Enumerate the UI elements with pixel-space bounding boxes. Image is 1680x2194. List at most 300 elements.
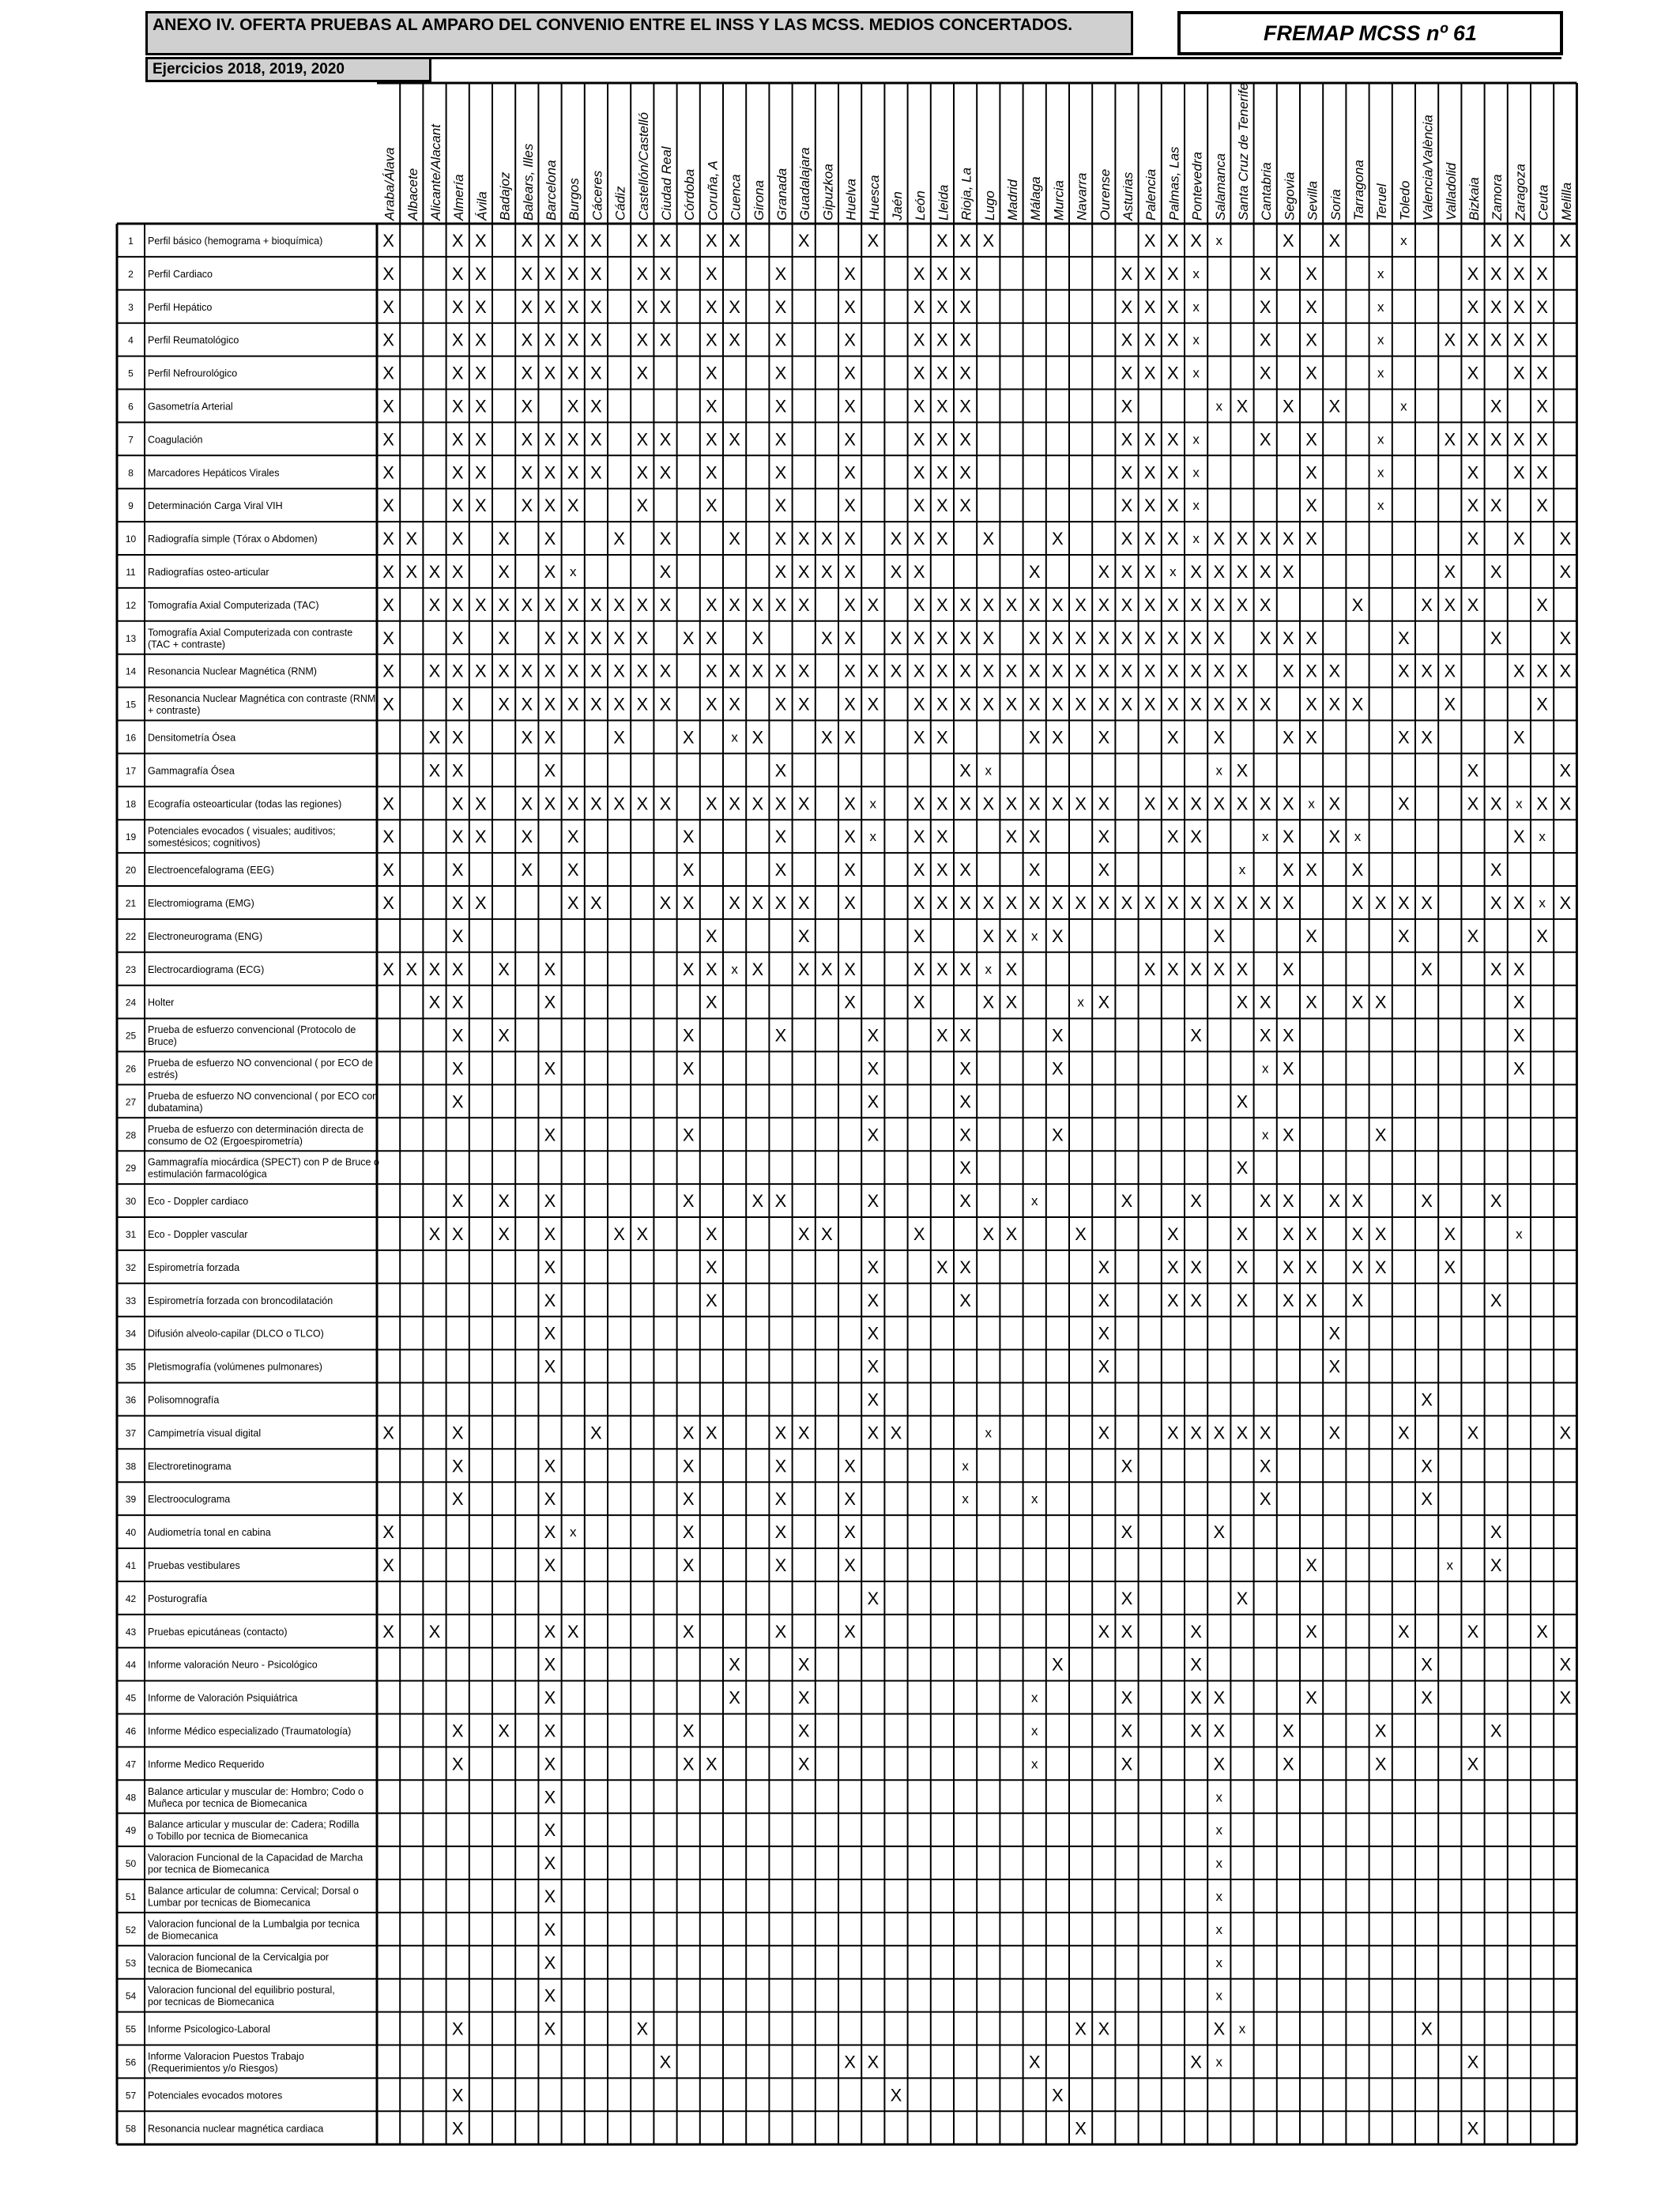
cell-mark: X [936,429,948,450]
cell-mark: X [1167,296,1179,317]
test-name: Electroretinograma [148,1461,232,1472]
cell-mark: X [1559,1423,1572,1443]
test-name: Prueba de esfuerzo NO convencional ( por ECO con dubatamina) [148,1090,379,1114]
cell-mark: X [913,561,925,582]
cell-mark: X [590,1423,602,1443]
cell-mark: x [1516,796,1523,812]
cell-mark: X [936,496,948,516]
cell-mark: X [521,661,533,681]
cell-mark: X [636,694,649,714]
cell-mark: X [1467,263,1479,284]
cell-mark: X [1098,1621,1110,1642]
test-number: 9 [128,500,134,512]
cell-mark: X [774,330,787,350]
cell-mark: X [521,429,533,450]
cell-mark: X [1121,1191,1133,1212]
cell-mark: X [521,727,533,748]
cell-mark: X [706,230,718,251]
test-number: 20 [125,865,137,876]
cell-mark: X [913,827,925,847]
cell-mark: X [1143,230,1156,251]
cell-mark: X [451,263,464,284]
cell-mark: X [475,661,487,681]
cell-mark: x [1192,432,1200,447]
cell-mark: X [682,727,695,748]
cell-mark: X [913,727,925,748]
cell-mark: X [567,892,579,913]
cell-mark: X [1283,230,1294,251]
province-header: Asturias [1121,172,1136,221]
cell-mark: X [1351,992,1364,1012]
cell-mark: X [1213,925,1226,946]
cell-mark: X [1513,330,1525,350]
cell-mark: X [682,1522,695,1543]
cell-mark: X [682,1191,695,1212]
cell-mark: X [544,263,556,284]
cell-mark: X [1259,429,1271,450]
cell-mark: X [1143,296,1156,317]
cell-mark: X [959,263,971,284]
test-name: Informe Médico especializado (Traumatología) [148,1725,352,1737]
test-number: 42 [125,1593,137,1604]
cell-mark: X [1052,1058,1064,1079]
cell-mark: X [706,496,718,516]
test-number: 38 [125,1461,137,1472]
test-name: Audiometría tonal en cabina [148,1527,271,1539]
cell-mark: X [521,363,533,383]
cell-mark: x [569,1525,577,1540]
cell-mark: X [1190,2052,1202,2072]
cell-mark: X [1283,1125,1294,1145]
cell-mark: X [382,827,394,847]
cell-mark: X [890,628,902,648]
test-name: Resonancia nuclear magnética cardiaca [148,2123,324,2135]
cell-mark: x [1215,1823,1223,1838]
cell-mark: X [706,396,718,417]
cell-mark: X [936,462,948,483]
cell-mark: X [544,628,556,648]
cell-mark: X [1121,1621,1133,1642]
test-number: 43 [125,1626,137,1638]
province-header: Palmas, Las [1166,146,1182,221]
cell-mark: X [451,827,464,847]
cell-mark: X [844,1555,856,1575]
cell-mark: X [1236,794,1249,814]
cell-mark: X [1328,661,1341,681]
cell-mark: X [844,561,856,582]
province-header: Rioja, La [959,167,974,221]
cell-mark: X [382,230,394,251]
test-number: 11 [126,566,136,578]
cell-mark: X [382,1423,394,1443]
cell-mark: X [1490,959,1502,979]
cell-mark: x [1030,1690,1038,1706]
cell-mark: X [382,263,394,284]
cell-mark: X [451,1191,464,1212]
cell-mark: X [1213,594,1226,615]
province-header: Pontevedra [1189,152,1205,221]
cell-mark: X [1236,1588,1249,1608]
cell-mark: X [1005,694,1018,714]
cell-mark: X [1190,594,1202,615]
cell-mark: X [1444,1257,1456,1277]
cell-mark: X [1513,892,1525,913]
cell-mark: X [1467,1621,1479,1642]
cell-mark: X [613,794,625,814]
cell-mark: X [682,1489,695,1510]
cell-mark: X [913,794,925,814]
cell-mark: X [451,1091,464,1112]
cell-mark: X [475,429,487,450]
cell-mark: X [1052,1125,1064,1145]
cell-mark: X [1075,661,1087,681]
test-name: Prueba de esfuerzo con determinación directa de consumo de O2 (Ergoespirometría) [148,1123,364,1147]
cell-mark: X [1351,892,1364,913]
cell-mark: X [1374,1223,1387,1244]
cell-mark: X [428,727,441,748]
province-header: Segovia [1282,172,1298,221]
cell-mark: X [382,429,394,450]
test-name: Perfil Cardiaco [148,268,213,280]
cell-mark: x [1215,1955,1223,1970]
test-name: Balance articular y muscular de: Cadera; Rodilla o Tobillo por tecnica de Biomecanica [148,1819,360,1842]
test-number: 23 [125,963,137,975]
cell-mark: x [1238,2021,1246,2037]
test-number: 5 [128,368,134,379]
cell-mark: X [1283,1025,1294,1046]
test-name: Tomografía Axial Computerizada (TAC) [148,599,319,611]
cell-mark: X [475,794,487,814]
cell-mark: X [1213,2019,1226,2039]
province-header: Huesca [866,175,882,221]
cell-mark: x [1377,299,1384,315]
cell-mark: X [590,794,602,814]
cell-mark: X [913,594,925,615]
cell-mark: X [1444,594,1456,615]
cell-mark: X [1259,992,1271,1012]
test-number: 56 [125,2056,137,2068]
cell-mark: X [1351,860,1364,880]
cell-mark: X [636,429,649,450]
test-name: Electrocardiograma (ECG) [148,963,265,975]
cell-mark: x [1539,895,1546,910]
cell-mark: X [1167,429,1179,450]
cell-mark: X [706,661,718,681]
cell-mark: X [1283,727,1294,748]
cell-mark: X [451,396,464,417]
cell-mark: X [1098,1257,1110,1277]
cell-mark: X [1398,661,1410,681]
cell-mark: X [729,694,740,714]
cell-mark: X [959,230,971,251]
cell-mark: x [1400,232,1407,248]
cell-mark: x [985,763,993,778]
cell-mark: X [1167,230,1179,251]
cell-mark: X [844,860,856,880]
cell-mark: X [936,263,948,284]
cell-mark: X [1236,1223,1249,1244]
cell-mark: X [913,694,925,714]
cell-mark: X [451,2019,464,2039]
cell-mark: X [1305,429,1317,450]
cell-mark: X [659,330,672,350]
test-number: 32 [125,1261,137,1273]
cell-mark: X [682,628,695,648]
cell-mark: X [774,794,787,814]
cell-mark: X [844,462,856,483]
province-header: Lugo [981,190,997,221]
cell-mark: X [774,263,787,284]
cell-mark: X [729,594,740,615]
cell-mark: X [1536,794,1548,814]
cell-mark: X [706,1223,718,1244]
test-name: Difusión alveolo-capilar (DLCO o TLCO) [148,1328,324,1340]
cell-mark: X [567,429,579,450]
cell-mark: X [1467,330,1479,350]
test-name: Radiografía simple (Tórax o Abdomen) [148,533,318,545]
cell-mark: X [1075,694,1087,714]
cell-mark: X [1283,529,1294,549]
cell-mark: X [1421,1489,1433,1510]
cell-mark: X [659,892,672,913]
cell-mark: X [1467,529,1479,549]
cell-mark: X [1305,1223,1317,1244]
cell-mark: X [1374,992,1387,1012]
cell-mark: x [1377,465,1384,481]
cell-mark: X [1190,1423,1202,1443]
province-header: Lleida [936,184,951,221]
cell-mark: X [936,1257,948,1277]
cell-mark: X [1513,827,1525,847]
cell-mark: X [729,794,740,814]
province-header: Ávila [474,191,490,221]
province-header: Valencia/València [1420,115,1436,221]
cell-mark: X [382,628,394,648]
cell-mark: X [1444,1223,1456,1244]
test-name: Marcadores Hepáticos Virales [148,467,280,479]
province-header: Cáceres [590,170,605,221]
cell-mark: X [451,925,464,946]
cell-mark: X [959,661,971,681]
province-header: Badajoz [497,172,513,221]
cell-mark: X [1467,496,1479,516]
cell-mark: X [1236,694,1249,714]
test-name: Resonancia Nuclear Magnética (RNM) [148,665,317,677]
cell-mark: X [636,263,649,284]
cell-mark: X [1305,860,1317,880]
cell-mark: X [1143,628,1156,648]
cell-mark: X [1143,330,1156,350]
cell-mark: X [706,992,718,1012]
cell-mark: x [869,829,877,845]
cell-mark: X [729,529,740,549]
cell-mark: X [567,330,579,350]
cell-mark: X [521,230,533,251]
cell-mark: X [936,594,948,615]
cell-mark: X [1121,429,1133,450]
cell-mark: X [567,462,579,483]
cell-mark: X [1213,1721,1226,1741]
test-number: 21 [125,897,137,909]
cell-mark: X [544,462,556,483]
cell-mark: X [682,827,695,847]
cell-mark: X [867,694,880,714]
cell-mark: X [1190,1191,1202,1212]
province-header: Coruña, A [705,160,721,221]
cell-mark: X [959,860,971,880]
cell-mark: X [982,529,995,549]
cell-mark: X [567,296,579,317]
cell-mark: X [959,1058,971,1079]
cell-mark: x [1215,1988,1223,2004]
cell-mark: X [1513,959,1525,979]
cell-mark: X [1536,296,1548,317]
cell-mark: X [1351,594,1364,615]
cell-mark: X [913,860,925,880]
cell-mark: X [797,594,810,615]
cell-mark: X [959,794,971,814]
cell-mark: X [1075,2019,1087,2039]
cell-mark: X [1283,561,1294,582]
cell-mark: X [936,661,948,681]
cell-mark: X [1167,462,1179,483]
cell-mark: X [959,959,971,979]
test-number: 39 [125,1494,137,1506]
cell-mark: X [844,263,856,284]
cell-mark: X [959,628,971,648]
cell-mark: X [1190,794,1202,814]
cell-mark: X [1283,661,1294,681]
cell-mark: X [1283,860,1294,880]
cell-mark: X [590,363,602,383]
cell-mark: X [1143,661,1156,681]
cell-mark: X [1283,959,1294,979]
cell-mark: X [1328,396,1341,417]
cell-mark: X [544,529,556,549]
cell-mark: X [636,496,649,516]
cell-mark: x [1377,365,1384,381]
cell-mark: X [844,661,856,681]
cell-mark: X [936,529,948,549]
cell-mark: X [659,594,672,615]
cell-mark: X [867,1423,880,1443]
test-number: 29 [125,1163,137,1174]
test-name: Pruebas vestibulares [148,1559,240,1571]
cell-mark: X [1490,561,1502,582]
test-name: Perfil básico (hemograma + bioquímica) [148,235,323,247]
cell-mark: X [797,925,810,946]
cell-mark: X [544,1787,556,1808]
cell-mark: X [475,594,487,615]
cell-mark: x [1215,1888,1223,1904]
test-name: Ecografía osteoarticular (todas las regiones) [148,798,342,810]
cell-mark: X [797,1721,810,1741]
cell-mark: X [1513,230,1525,251]
cell-mark: X [1467,296,1479,317]
cell-mark: X [1121,330,1133,350]
cell-mark: X [982,230,995,251]
cell-mark: X [544,1489,556,1510]
test-number: 1 [128,235,134,247]
cell-mark: X [1490,1721,1502,1741]
cell-mark: X [1398,1621,1410,1642]
cell-mark: X [1305,496,1317,516]
cell-mark: X [751,794,764,814]
cell-mark: X [867,594,880,615]
cell-mark: X [521,396,533,417]
cell-mark: X [544,1985,556,2006]
test-number: 13 [125,632,137,644]
test-name: Campimetría visual digital [148,1427,262,1439]
cell-mark: x [1030,1193,1038,1209]
cell-mark: X [936,296,948,317]
cell-mark: X [1513,727,1525,748]
cell-mark: x [1377,432,1384,447]
cell-mark: X [913,925,925,946]
cell-mark: X [1052,594,1064,615]
cell-mark: X [867,1389,880,1410]
cell-mark: X [936,794,948,814]
cell-mark: X [913,330,925,350]
cell-mark: X [544,1290,556,1310]
cell-mark: X [959,1158,971,1178]
cell-mark: X [1305,1687,1317,1708]
cell-mark: X [1005,1223,1018,1244]
cell-mark: X [867,1588,880,1608]
cell-mark: X [1467,429,1479,450]
test-name: Gasometría Arterial [148,401,233,413]
cell-mark: X [1075,2118,1087,2139]
cell-mark: X [1559,230,1572,251]
cell-mark: X [590,296,602,317]
cell-mark: X [682,860,695,880]
cell-mark: X [751,661,764,681]
cell-mark: X [1374,1721,1387,1741]
test-number: 12 [125,599,137,611]
cell-mark: x [1215,398,1223,414]
cell-mark: x [1192,266,1200,281]
cell-mark: X [797,230,810,251]
cell-mark: X [1444,694,1456,714]
province-header: Balears, Illes [520,143,536,221]
cell-mark: X [821,529,833,549]
cell-mark: X [1490,296,1502,317]
cell-mark: X [1190,1025,1202,1046]
cell-mark: X [1398,628,1410,648]
province-header: Melilla [1558,182,1574,221]
cell-mark: X [1513,263,1525,284]
cell-mark: X [1398,727,1410,748]
cell-mark: X [1143,496,1156,516]
cell-mark: X [844,330,856,350]
cell-mark: X [1167,1290,1179,1310]
test-number: 8 [128,467,134,479]
cell-mark: X [1283,628,1294,648]
cell-mark: X [451,594,464,615]
cell-mark: X [1559,760,1572,781]
test-number: 28 [125,1129,137,1141]
cell-mark: X [613,529,625,549]
cell-mark: X [797,1687,810,1708]
cell-mark: X [1536,1621,1548,1642]
cell-mark: X [706,263,718,284]
cell-mark: X [1121,396,1133,417]
cell-mark: X [1328,1191,1341,1212]
cell-mark: X [1143,959,1156,979]
cell-mark: X [1190,230,1202,251]
cell-mark: X [544,2019,556,2039]
cell-mark: X [1098,827,1110,847]
